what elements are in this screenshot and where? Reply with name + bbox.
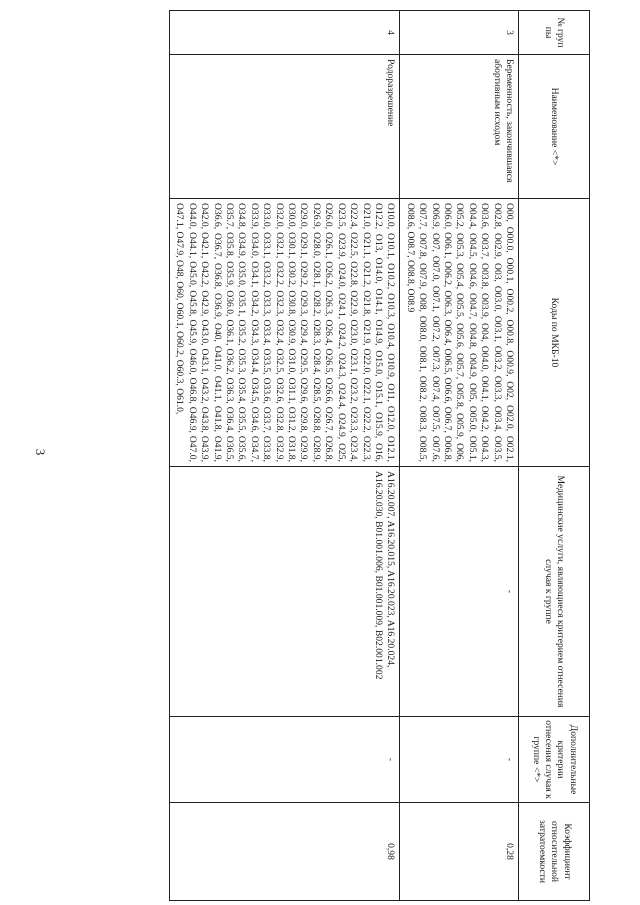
table-row [400,11,519,901]
groups-table [169,10,590,901]
header-icd-codes: Коды по МКБ-10 [519,199,590,467]
group-number: 3 [400,11,519,55]
page-number: 3 [33,448,48,456]
table-row [170,11,400,901]
header-medical-services: Медицинские услуги, являющиеся критерием отнесения случая к группе [519,467,590,717]
header-group-number: № груп пы [519,11,590,55]
header-extra-criteria: Дополнительные критерии отнесения случая к группе <*> [519,717,590,803]
extra-criteria: - [170,717,400,803]
group-number: 4 [170,11,400,55]
medical-services: - [400,467,519,717]
header-cost-coefficient: Коэффициент относительной затратоемкости [519,803,590,901]
rotated-table-wrapper [80,10,590,900]
extra-criteria: - [400,717,519,803]
group-name: Родоразрешение [170,55,400,199]
medical-services: A16.20.007, A16.20.015, A16.20.023, A16.20.024, A16.20.030, B01.001.006, B01.001.009, B02.001.002 [170,467,400,717]
table-header-row [519,11,590,901]
icd-codes: O10.0, O10.1, O10.2, O10.3, O10.4, O10.9, O11, O12.0, O12.1, O12.2, O13, O14.0, O14.1, O14.9, O15.0, O15.1, O15.9, O16, O21.0, O21.1, O21.2, O21.8, O21.9, O22.0, O22.1, O22.2, O22.3, O22.4, O22.5, O22.8, O22.9, O23.0, O23.1, O23.2, O23.3, O23.4, O23.5, O23.9, O24.0, O24.1, O24.2, O24.3, O24.4, O24.9, O25, O26.0, O26.1, O26.2, O26.3, O26.4, O26.5, O26.6, O26.7, O26.8, O26.9, O28.0, O28.1, O28.2, O28.3, O28.4, O28.5, O28.8, O28.9, O29.0, O29.1, O29.2, O29.3, O29.4, O29.5, O29.6, O29.8, O29.9, O30.0, O30.1, O30.2, O30.8, O30.9, O31.0, O31.1, O31.2, O31.8, O32.0, O32.1, O32.2, O32.3, O32.4, O32.5, O32.6, O32.8, O32.9, O33.0, O33.1, O33.2, O33.3, O33.4, O33.5, O33.6, O33.7, O33.8, O33.9, O34.0, O34.1, O34.2, O34.3, O34.4, O34.5, O34.6, O34.7, O34.8, O34.9, O35.0, O35.1, O35.2, O35.3, O35.4, O35.5, O35.6, O35.7, O35.8, O35.9, O36.0, O36.1, O36.2, O36.3, O36.4, O36.5, O36.6, O36.7, O36.8, O36.9, O40, O41.0, O41.1, O41.8, O41.9, O42.0, O42.1, O42.2, O42.9, O43.0, O43.1, O43.2, O43.8, O43.9, O44.0, O44.1, O45.0, O45.8, O45.9, O46.0, O46.8, O46.9, O47.0, O47.1, O47.9, O48, O60, O60.1, O60.2, O60.3, O61.0, [170,199,400,467]
header-name: Наименование <*> [519,55,590,199]
group-name: Беременность, закончившаяся абортивным исходом [400,55,519,199]
cost-coefficient: 0,98 [170,803,400,901]
icd-codes: O00, O00.0, O00.1, O00.2, O00.8, O00.9, O02, O02.0, O02.1, O02.8, O02.9, O03, O03.0, O03.1, O03.2, O03.3, O03.4, O03.5, O03.6, O03.7, O03.8, O03.9, O04, O04.0, O04.1, O04.2, O04.3, O04.4, O04.5, O04.6, O04.7, O04.8, O04.9, O05, O05.0, O05.1, O05.2, O05.3, O05.4, O05.5, O05.6, O05.7, O05.8, O05.9, O06, O06.0, O06.1, O06.2, O06.3, O06.4, O06.5, O06.6, O06.7, O06.8, O06.9, O07, O07.0, O07.1, O07.2, O07.3, O07.4, O07.5, O07.6, O07.7, O07.8, O07.9, O08, O08.0, O08.1, O08.2, O08.3, O08.5, O08.6, O08.7, O08.8, O08.9 [400,199,519,467]
cost-coefficient: 0,28 [400,803,519,901]
